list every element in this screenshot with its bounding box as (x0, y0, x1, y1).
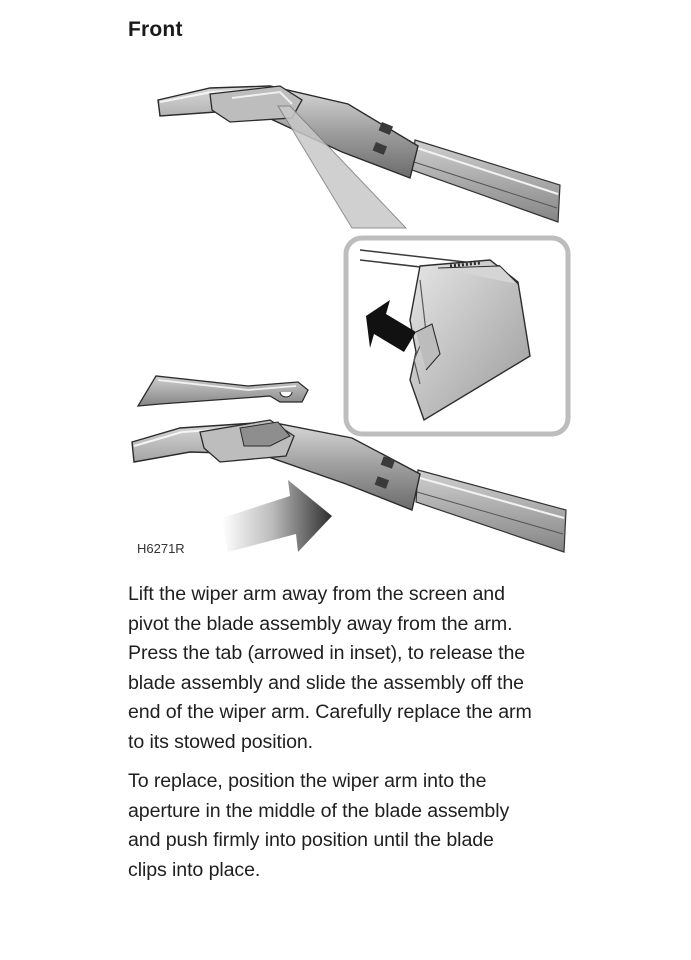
paragraph-removal (128, 580, 578, 757)
page-heading: Front (128, 18, 183, 41)
text-line: to its stowed position. (128, 730, 314, 753)
text-line: end of the wiper arm. Carefully replace the arm (128, 701, 532, 723)
wiper-blade-icon (138, 376, 308, 406)
text-line: aperture in the middle of the blade assembly (128, 799, 510, 822)
text-line: Lift the wiper arm away from the screen and (128, 583, 505, 605)
figure-code: H6271R (137, 541, 185, 556)
text-line: To replace, position the wiper arm into the (128, 770, 487, 792)
paragraph-replacement (128, 767, 578, 885)
text-line: clips into place. (128, 858, 261, 881)
wiper-arm-lower-icon (132, 420, 566, 552)
slide-direction-arrow-icon (222, 480, 332, 552)
instructions (128, 580, 578, 895)
text-line: Press the tab (arrowed in inset), to release the (128, 642, 526, 664)
text-line: and push firmly into position until the blade (128, 829, 494, 851)
wiper-illustration (120, 70, 580, 570)
text-line: blade assembly and slide the assembly off the (128, 671, 524, 694)
text-line: pivot the blade assembly away from the arm. (128, 612, 513, 635)
